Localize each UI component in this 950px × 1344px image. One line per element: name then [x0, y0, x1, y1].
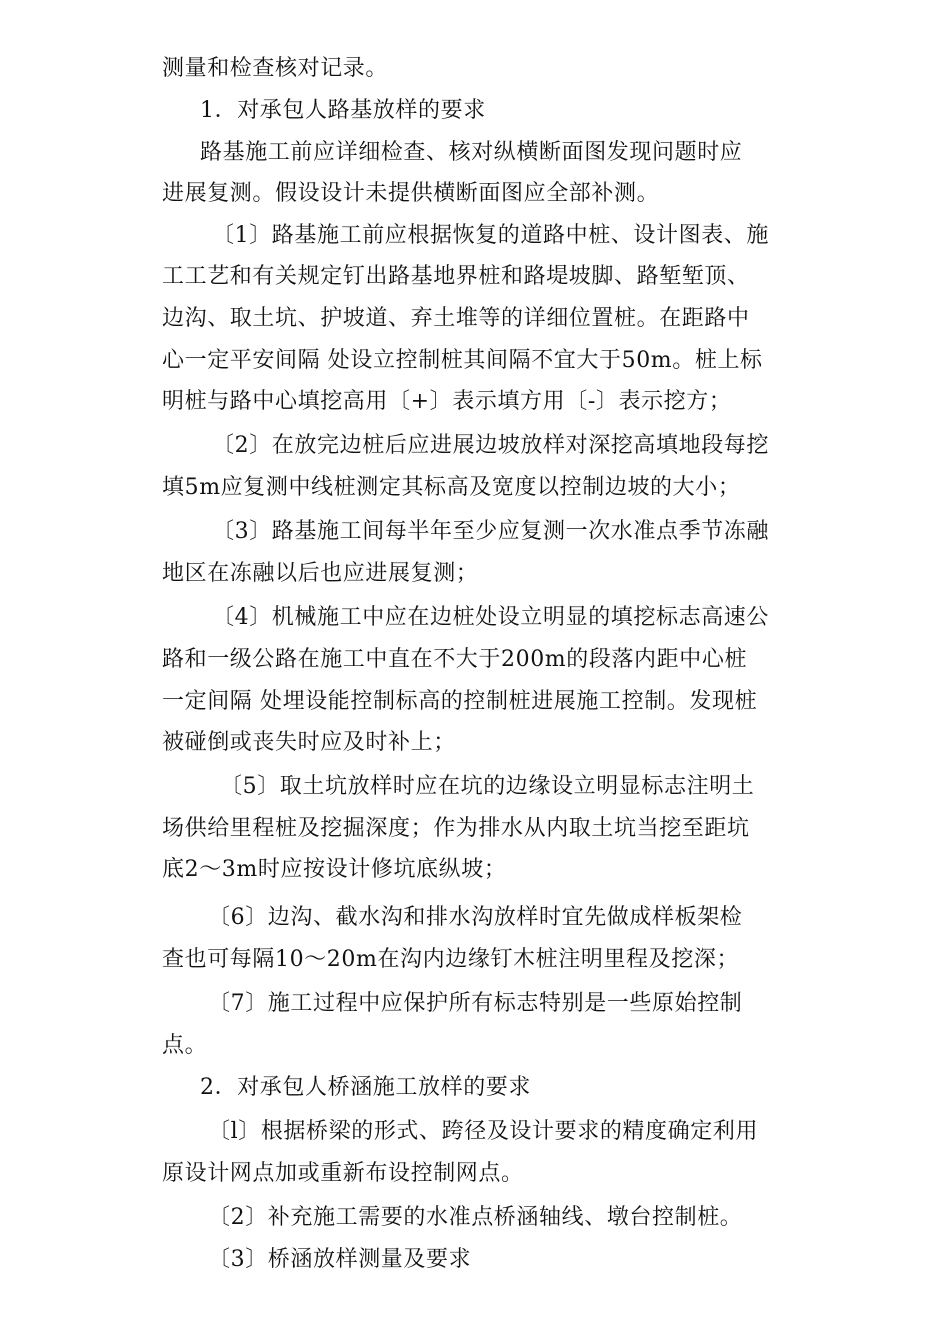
text-line: 〔4〕机械施工中应在边桩处设立明显的填挖标志高速公: [212, 605, 769, 630]
text-line: 〔l〕根据桥梁的形式、跨径及设计要求的精度确定利用: [208, 1119, 759, 1144]
text-line: 测量和检查核对记录。: [162, 56, 389, 81]
text-line: 〔6〕边沟、截水沟和排水沟放样时宜先做成样板架检: [208, 905, 743, 930]
text-line: 心一定平安间隔 处设立控制桩其间隔不宜大于50m。桩上标: [162, 348, 763, 373]
text-line: 填5m应复测中线桩测定其标高及宽度以控制边坡的大小；: [162, 475, 741, 500]
text-line: 被碰倒或丧失时应及时补上；: [162, 730, 456, 755]
text-line: 明桩与路中心填挖高用〔+〕表示填方用〔-〕表示挖方；: [162, 389, 732, 414]
text-line: 〔2〕补充施工需要的水准点桥涵轴线、墩台控制桩。: [208, 1205, 743, 1230]
text-line: 底2～3m时应按设计修坑底纵坡；: [162, 857, 507, 882]
text-line: 路基施工前应详细检查、核对纵横断面图发现问题时应: [200, 140, 743, 165]
text-line: 〔3〕桥涵放样测量及要求: [208, 1247, 472, 1272]
text-line: 工工艺和有关规定钉出路基地界桩和路堤坡脚、路堑堑顶、: [162, 264, 750, 289]
text-line: 点。: [162, 1033, 208, 1058]
text-line: 原设计网点加或重新布设控制网点。: [162, 1161, 524, 1186]
text-line: 边沟、取土坑、护坡道、弃土堆等的详细位置桩。在距路中: [162, 306, 750, 331]
text-line: 〔7〕施工过程中应保护所有标志特别是一些原始控制: [208, 991, 743, 1016]
text-line: 查也可每隔10～20m在沟内边缘钉木桩注明里程及挖深；: [162, 947, 740, 972]
text-line: 场供给里程桩及挖掘深度；作为排水从内取土坑当挖至距坑: [162, 816, 750, 841]
text-line: 地区在冻融以后也应进展复测；: [162, 561, 479, 586]
text-line: 〔2〕在放完边桩后应进展边坡放样对深挖高填地段每挖: [212, 433, 769, 458]
text-line: 一定间隔 处埋设能控制标高的控制桩进展施工控制。发现桩: [162, 689, 758, 714]
text-line: 〔3〕路基施工间每半年至少应复测一次水准点季节冻融: [212, 519, 769, 544]
section-heading: 1．对承包人路基放样的要求: [200, 98, 486, 123]
text-line: 〔1〕路基施工前应根据恢复的道路中桩、设计图表、施: [212, 223, 769, 248]
text-line: 〔5〕取土坑放样时应在坑的边缘设立明显标志注明土: [220, 774, 755, 799]
text-line: 进展复测。假设设计未提供横断面图应全部补测。: [162, 181, 660, 206]
text-line: 路和一级公路在施工中直在不大于200m的段落内距中心桩: [162, 647, 748, 672]
section-heading: 2．对承包人桥涵施工放样的要求: [200, 1075, 531, 1100]
